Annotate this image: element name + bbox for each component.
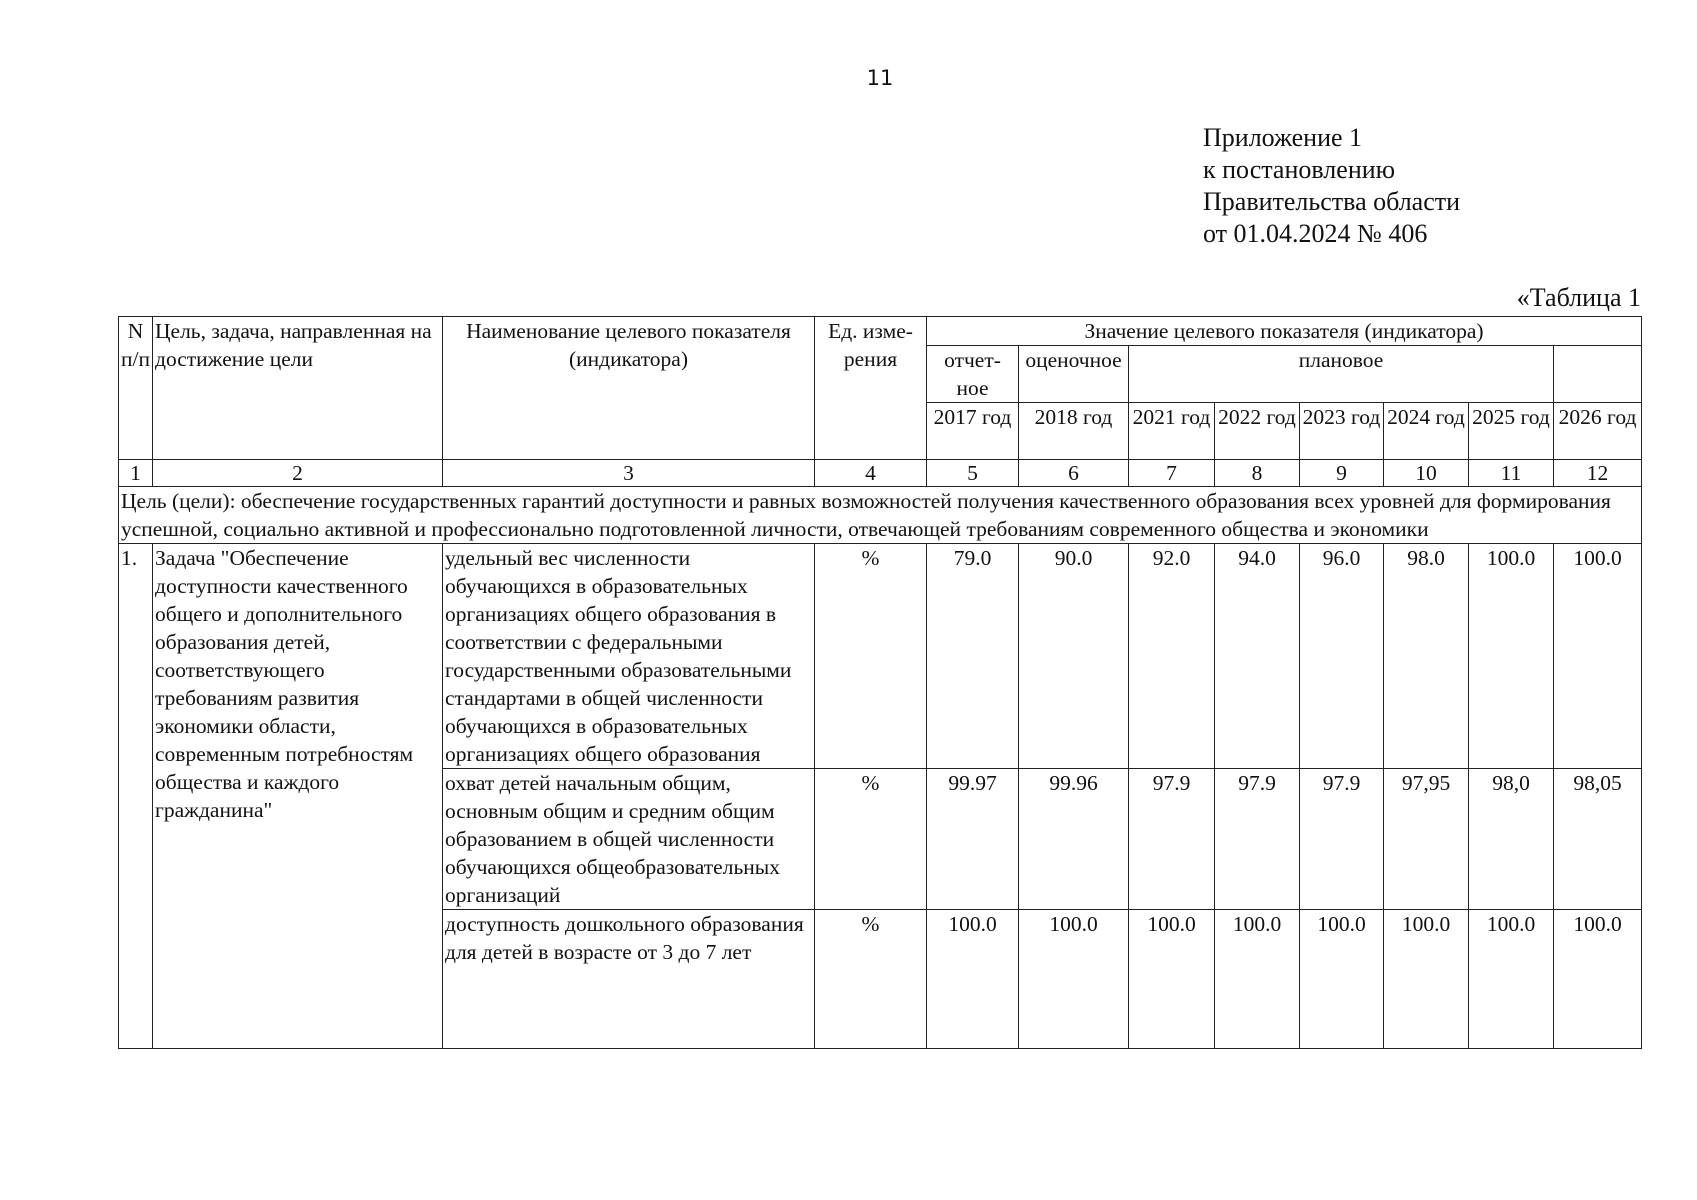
header-value-group: Значение целевого показателя (индикатора) [927,317,1642,346]
header-year-2017: 2017 год [927,403,1019,460]
appendix-line-1: Приложение 1 [1203,123,1363,152]
indicators-table [118,316,1642,1049]
value-2021: 100.0 [1129,910,1215,1049]
column-number: 7 [1129,460,1215,487]
column-number: 11 [1469,460,1554,487]
appendix-header [1203,122,1460,250]
header-unit: Ед. изме-рения [815,317,927,460]
table-row [119,544,1642,769]
header-year-2024: 2024 год [1384,403,1469,460]
indicator-unit: % [815,910,927,1049]
goal-text: Цель (цели): обеспечение государственных гарантий доступности и равных возможностей получения качественного образования всех уровней для формирования успешной, социально активной и профессионально подготовленной личности, отвечающей требованиям современного общества и экономики [119,487,1642,544]
header-num: N п/п [119,317,153,460]
indicator-unit: % [815,769,927,910]
column-number-row [119,460,1642,487]
column-number: 4 [815,460,927,487]
indicator-name: доступность дошкольного образования для детей в возрасте от 3 до 7 лет [443,910,815,1049]
header-year-2023: 2023 год [1300,403,1384,460]
page-number: 11 [866,66,894,90]
header-indicator: Наименование целевого показателя (индикатора) [443,317,815,460]
value-2017: 99.97 [927,769,1019,910]
value-2024: 97,95 [1384,769,1469,910]
value-2017: 79.0 [927,544,1019,769]
indicator-name: удельный вес численности обучающихся в образовательных организациях общего образования в соответствии с федеральными государственными образовательными стандартами в общей численности обучающихся в образовательных организациях общего образования [443,544,815,769]
header-reported: отчет-ное [927,346,1019,403]
column-number: 12 [1554,460,1642,487]
appendix-line-3: Правительства области [1203,187,1461,216]
value-2021: 97.9 [1129,769,1215,910]
value-2024: 98.0 [1384,544,1469,769]
appendix-line-4: от 01.04.2024 № 406 [1203,219,1428,248]
value-2023: 100.0 [1300,910,1384,1049]
header-empty-cell [1554,346,1642,403]
value-2026: 100.0 [1554,910,1642,1049]
table-caption: «Таблица 1 [1516,283,1641,312]
column-number: 6 [1019,460,1129,487]
header-year-2021: 2021 год [1129,403,1215,460]
value-2023: 97.9 [1300,769,1384,910]
header-planned: плановое [1129,346,1554,403]
header-year-2026: 2026 год [1554,403,1642,460]
column-number: 2 [153,460,443,487]
value-2022: 100.0 [1215,910,1300,1049]
column-number: 10 [1384,460,1469,487]
header-estimated: оценочное [1019,346,1129,403]
value-2026: 98,05 [1554,769,1642,910]
value-2018: 90.0 [1019,544,1129,769]
header-year-2018: 2018 год [1019,403,1129,460]
value-2024: 100.0 [1384,910,1469,1049]
indicator-unit: % [815,544,927,769]
value-2023: 96.0 [1300,544,1384,769]
header-year-2022: 2022 год [1215,403,1300,460]
task-number: 1. [119,544,153,1049]
value-2022: 97.9 [1215,769,1300,910]
column-number: 3 [443,460,815,487]
column-number: 1 [119,460,153,487]
value-2026: 100.0 [1554,544,1642,769]
value-2017: 100.0 [927,910,1019,1049]
header-goal: Цель, задача, направленная на достижение цели [153,317,443,460]
value-2021: 92.0 [1129,544,1215,769]
header-year-2025: 2025 год [1469,403,1554,460]
column-number: 5 [927,460,1019,487]
value-2025: 100.0 [1469,544,1554,769]
task-text: Задача "Обеспечение доступности качественного общего и дополнительного образования детей, соответствующего требованиям развития экономики области, современным потребностям общества и каждого гражданина" [153,544,443,1049]
value-2018: 100.0 [1019,910,1129,1049]
column-number: 8 [1215,460,1300,487]
value-2018: 99.96 [1019,769,1129,910]
indicator-name: охват детей начальным общим, основным общим и средним общим образованием в общей численности обучающихся общеобразовательных организаций [443,769,815,910]
value-2025: 100.0 [1469,910,1554,1049]
value-2022: 94.0 [1215,544,1300,769]
value-2025: 98,0 [1469,769,1554,910]
appendix-line-2: к постановлению [1203,155,1396,184]
column-number: 9 [1300,460,1384,487]
